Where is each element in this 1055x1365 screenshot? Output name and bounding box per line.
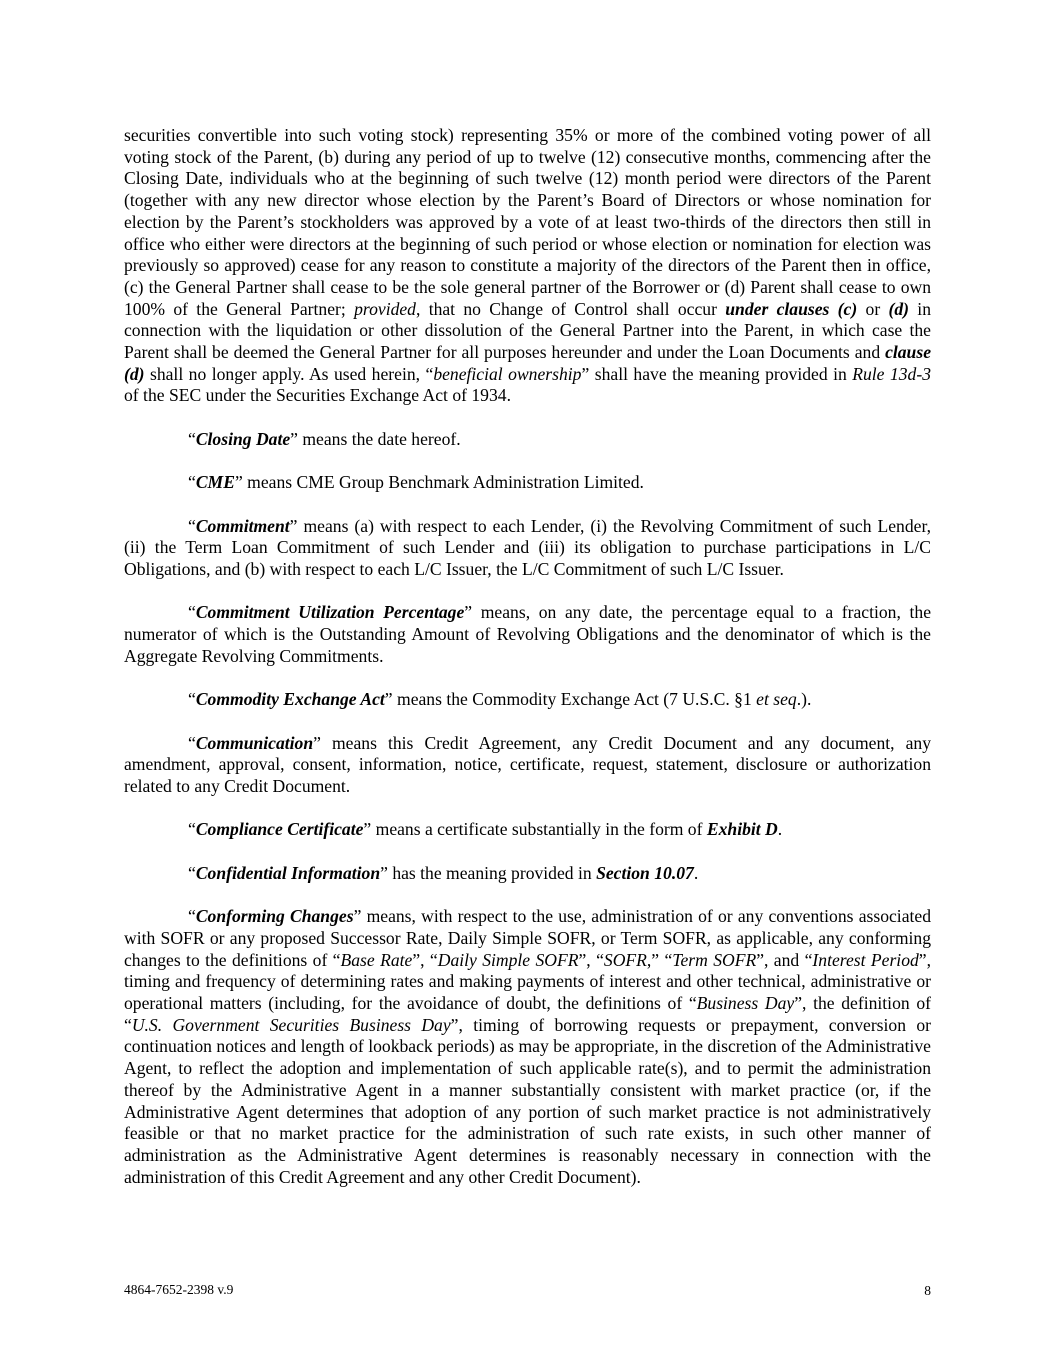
italic-text: Daily Simple SOFR [437, 949, 579, 970]
paragraph-text: ” means, on any date, the percentage equal to a fraction, the numerator of which is the Outstanding Amount of Revolving Obligations and the denominator of which is the Aggregate Revolving Commitments. [124, 602, 932, 666]
italic-text: beneficial ownership [433, 363, 582, 384]
defined-term: Communication [195, 732, 314, 753]
defined-term: Exhibit D [706, 819, 778, 840]
defined-term: Commitment Utilization Percentage [195, 602, 465, 623]
italic-text: Term SOFR [672, 949, 757, 970]
paragraph-text: “ [188, 428, 196, 449]
def-closing-date [124, 429, 931, 451]
paragraph-text: “ [188, 515, 196, 536]
def-confidential-information [124, 863, 931, 885]
paragraph-text: “ [188, 472, 196, 493]
document-body [124, 125, 931, 1188]
paragraph-text: or [857, 298, 889, 319]
paragraph-text: “ [188, 819, 196, 840]
paragraph-text: in connection with the liquidation or other dissolution of the General Partner into the Parent, in which case the Parent shall be deemed the General Partner for all purposes hereunder and under the Loan Documents and [124, 298, 931, 363]
paragraph-text: of the SEC under the Securities Exchange Act of 1934. [124, 385, 511, 406]
defined-term: Commitment [195, 515, 290, 536]
paragraph-text: ”, “ [412, 949, 438, 970]
paragraph-text: ” means a certificate substantially in the form of [363, 819, 707, 840]
defined-term: Confidential Information [195, 862, 381, 883]
paragraph-text: ” means this Credit Agreement, any Credit Document and any document, any amendment, approval, consent, information, notice, certificate, request, statement, disclosure or authorization related to any Credit Document. [124, 732, 931, 796]
paragraph-text: ,” “ [646, 949, 673, 970]
paragraph-text: . [777, 819, 783, 840]
defined-term: Commodity Exchange Act [195, 689, 385, 710]
paragraph-text: ” shall have the meaning provided in [581, 363, 853, 384]
defined-term: (d) [888, 298, 909, 319]
def-commitment-utilization-percentage [124, 602, 931, 667]
defined-term: under clauses (c) [725, 298, 858, 319]
italic-text: Business Day [696, 992, 795, 1013]
paragraph-text: ” means the date hereof. [290, 428, 461, 449]
paragraph-text: “ [188, 906, 196, 927]
paragraph-text: ” means, with respect to the use, administration of or any conventions associated with SOFR or any proposed Successor Rate, Daily Simple SOFR, or Term SOFR, as applicable, any conforming changes to the definitions of “ [124, 906, 932, 970]
italic-text: et seq [756, 689, 797, 710]
defined-term: Compliance Certificate [195, 819, 364, 840]
def-commodity-exchange-act [124, 689, 931, 711]
paragraph-text: ” means CME Group Benchmark Administration Limited. [234, 472, 644, 493]
italic-text: provided [354, 298, 416, 319]
italic-text: Interest Period [812, 949, 919, 970]
paragraph-text: , that no Change of Control shall occur [415, 298, 726, 319]
page-number: 8 [924, 1283, 931, 1298]
paragraph-text: “ [188, 862, 196, 883]
paragraph-text: .). [796, 689, 812, 710]
paragraph-text: “ [188, 689, 196, 710]
document-id: 4864-7652-2398 v.9 [124, 1282, 234, 1297]
defined-term: CME [195, 472, 235, 493]
defined-term: Closing Date [195, 428, 291, 449]
defined-term: Conforming Changes [195, 906, 354, 927]
continued-paragraph [124, 125, 931, 407]
defined-term: clause (d) [124, 342, 931, 384]
paragraph-text: “ [188, 732, 196, 753]
paragraph-text: ” means the Commodity Exchange Act (7 U.S.C. §1 [384, 689, 757, 710]
paragraph-text: “ [188, 602, 196, 623]
paragraph-text: ”, timing of borrowing requests or prepayment, conversion or continuation notices and length of lookback periods) as may be appropriate, in the discretion of the Administrative Agent, to reflect the adoption and implementation of such applicable rate(s), and to permit the administration thereof by the Administrative Agent in a manner substantially consistent with market practice (or, if the Administrative Agent determines that adoption of any portion of such market practice is not administratively feasible or that no market practice for the administration of such rate exists, in such other manner of administration as the Administrative Agent determines is reasonably necessary in connection with the administration of this Credit Agreement and any other Credit Document). [124, 1014, 931, 1187]
italic-text: Rule 13d-3 [852, 363, 931, 384]
paragraph-text: ”, “ [578, 949, 604, 970]
italic-text: U.S. Government Securities Business Day [131, 1014, 451, 1035]
paragraph-text: ” has the meaning provided in [380, 862, 597, 883]
paragraph-text: shall no longer apply. As used herein, “ [144, 363, 434, 384]
defined-term: Section 10.07 [596, 862, 694, 883]
paragraph-text: ”, timing and frequency of determining rates and making payments of interest and other technical, administrative or operational matters (including, for the avoidance of doubt, the definitions of “ [124, 949, 932, 1013]
def-communication [124, 733, 931, 798]
paragraph-text: . [693, 862, 699, 883]
paragraph-text: ”, the definition of “ [124, 992, 931, 1035]
def-compliance-certificate [124, 819, 931, 841]
def-cme [124, 472, 931, 494]
def-conforming-changes [124, 906, 931, 1188]
paragraph-text: securities convertible into such voting stock) representing 35% or more of the combined voting power of all voting stock of the Parent, (b) during any period of up to twelve (12) consecutive months, commencing after the Closing Date, individuals who at the beginning of such twelve (12) month period were directors of the Parent (together with any new director whose election by the Parent’s Board of Directors or whose nomination for election by the Parent’s stockholders was approved by a vote of at least two-thirds of the directors then still in office who either were directors at the beginning of such period or whose election or nomination for election was previously so approved) cease for any reason to constitute a majority of the directors of the Parent then in office, (c) the General Partner shall cease to be the sole general partner of the Borrower or (d) Parent shall cease to own 100% of the General Partner; [124, 125, 931, 319]
italic-text: Base Rate [340, 949, 413, 970]
paragraph-text: ”, and “ [756, 949, 813, 970]
paragraph-text: ” means (a) with respect to each Lender, (i) the Revolving Commitment of such Lender, (ii) the Term Loan Commitment of such Lender and (iii) its obligation to purchase participations in L/C Obligations, and (b) with respect to each L/C Issuer, the L/C Commitment of such L/C Issuer. [124, 515, 931, 580]
italic-text: SOFR [603, 949, 647, 970]
def-commitment [124, 516, 931, 581]
